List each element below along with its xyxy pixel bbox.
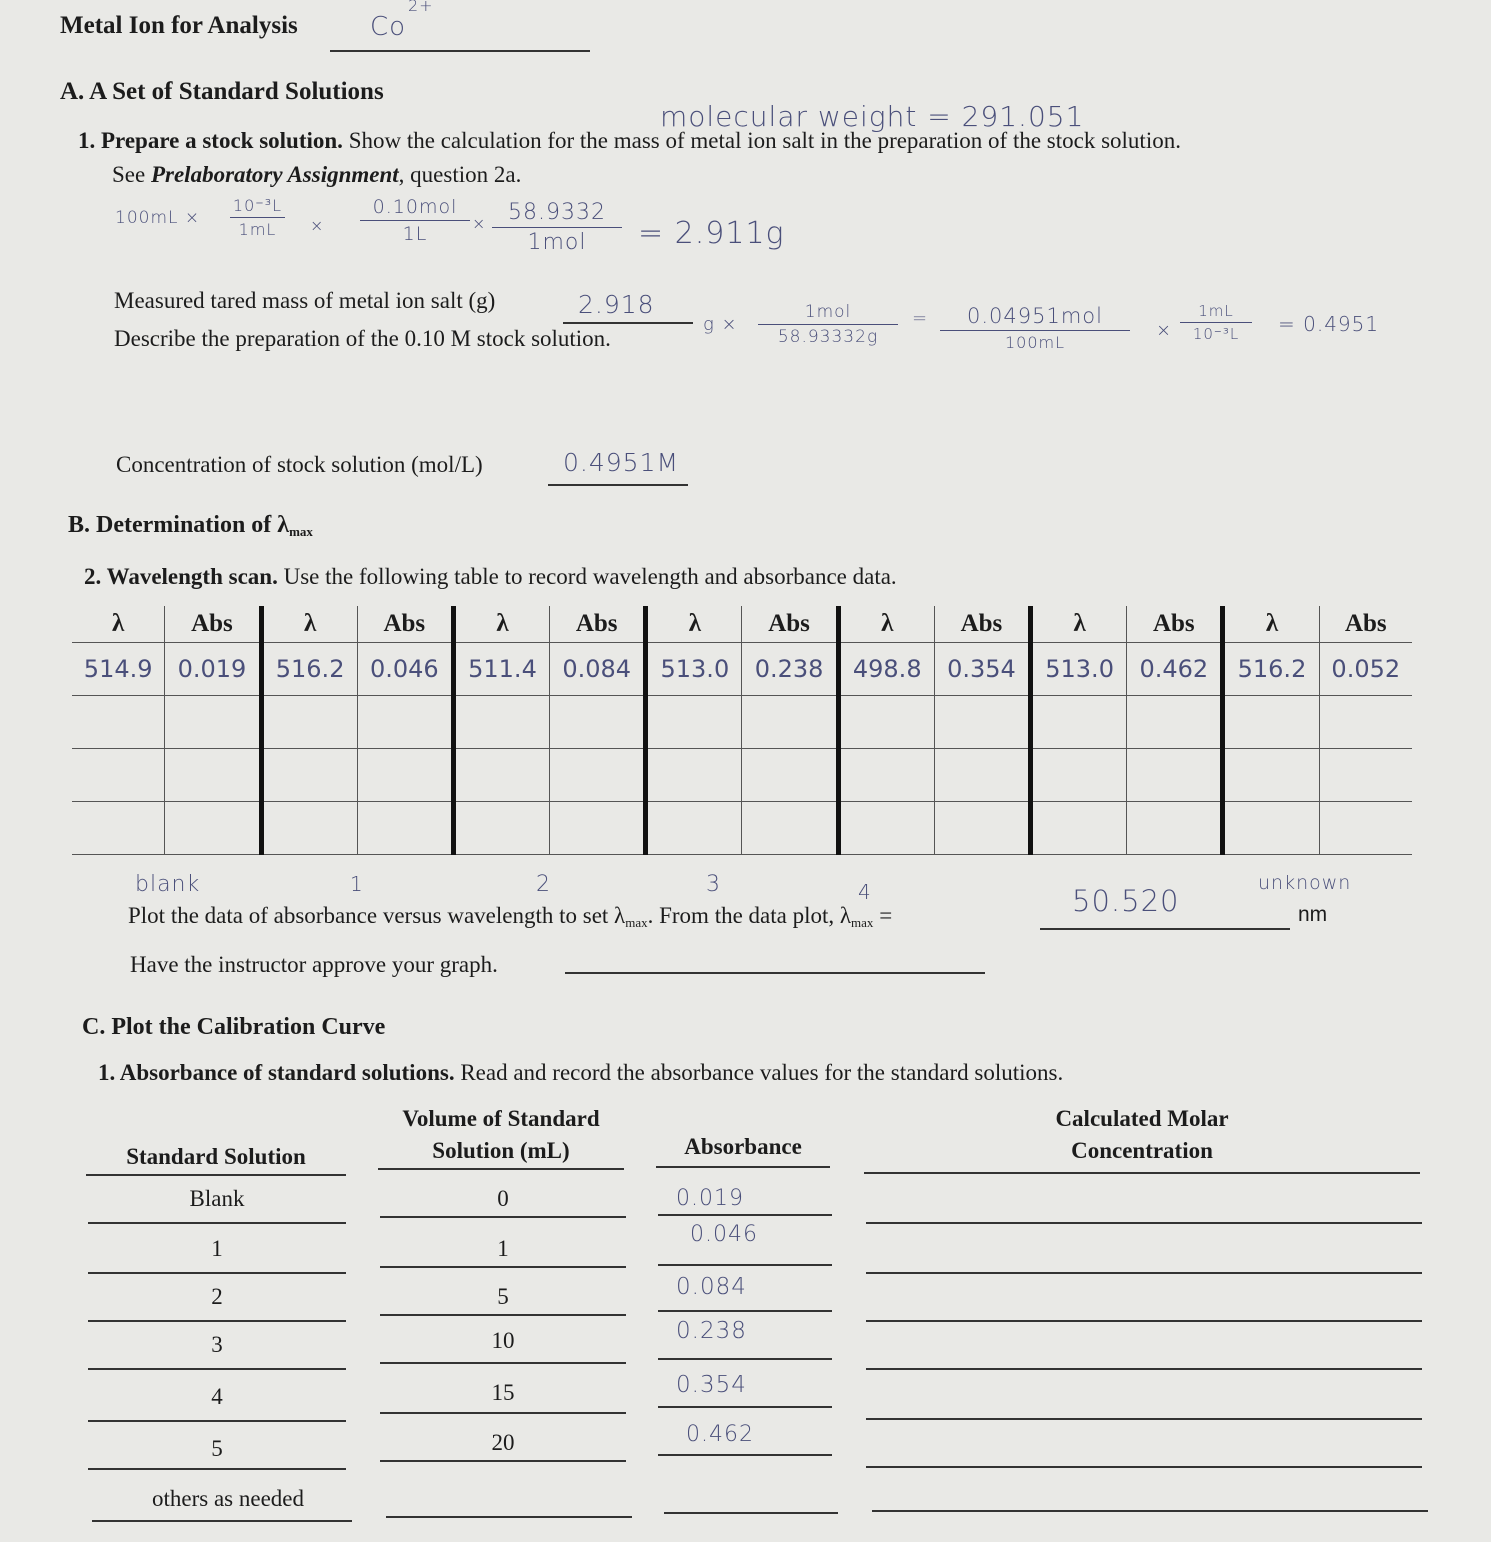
col-header-molar-line2: Concentration [1071, 1138, 1213, 1163]
table-cell[interactable] [742, 696, 838, 749]
section-b-title [68, 512, 313, 540]
calc-op2: × [472, 214, 487, 233]
row-line [380, 1362, 626, 1364]
row-line [88, 1320, 346, 1322]
wavelength-table-header [72, 606, 1412, 643]
row-line [380, 1266, 626, 1268]
table-cell[interactable]: 511.4 [453, 643, 549, 696]
calc2-fraction-1 [758, 302, 898, 347]
table-cell[interactable] [838, 749, 934, 802]
table-cell[interactable] [453, 696, 549, 749]
measured-line [563, 322, 693, 324]
table-row [72, 643, 1412, 696]
header-abs: Abs [357, 606, 453, 643]
molar-input-line[interactable] [866, 1368, 1422, 1370]
molar-input-line[interactable] [866, 1272, 1422, 1274]
table-cell[interactable] [1223, 749, 1319, 802]
calc2-f2-den: 100mL [1004, 333, 1066, 352]
table-cell[interactable]: 0.354 [934, 643, 1030, 696]
calc2-fraction-2 [940, 304, 1130, 352]
calc-fraction-2 [360, 196, 470, 245]
table-cell[interactable]: 0.462 [1127, 643, 1223, 696]
table-cell[interactable] [1319, 696, 1412, 749]
table-row [72, 696, 1412, 749]
lambda-max-line [1040, 928, 1290, 930]
row-line [88, 1222, 346, 1224]
col-header-molar-line1: Calculated Molar [1055, 1106, 1229, 1131]
section-c-item1-heading: 1. Absorbance of standard solutions. [98, 1060, 455, 1085]
table-cell[interactable] [646, 749, 742, 802]
header-underline [378, 1168, 624, 1170]
table-cell[interactable]: 0.084 [550, 643, 646, 696]
plot-instruction: Plot the data of absorbance versus wavelength to set $\lambda_{max}$. From the data plot, $\lambda_{max}$ = [128, 903, 893, 930]
header-abs: Abs [1127, 606, 1223, 643]
calc-fraction-3 [492, 200, 622, 255]
col-note-1: 1 [350, 872, 364, 896]
table-cell[interactable] [261, 749, 357, 802]
header-abs: Abs [165, 606, 261, 643]
measured-value[interactable]: 2.918 [578, 290, 655, 319]
volume-value: 1 [497, 1236, 509, 1261]
table-cell[interactable] [838, 696, 934, 749]
section-c-title: C. Plot the Calibration Curve [82, 1014, 386, 1040]
row-line [380, 1314, 626, 1316]
table-cell[interactable] [550, 802, 646, 855]
row-line [380, 1216, 626, 1218]
table-cell[interactable] [357, 802, 453, 855]
plot-text-a: Plot the data of absorbance versus wavelength to set λ [128, 903, 626, 928]
absorbance-value[interactable]: 0.354 [676, 1372, 747, 1398]
table-cell[interactable] [1031, 802, 1127, 855]
col-note-3: 3 [706, 872, 721, 897]
metal-ion-label: Metal Ion for Analysis [60, 12, 298, 39]
wavelength-table [72, 606, 1412, 855]
header-lambda: λ [72, 606, 165, 643]
calc-f1-den: 1mL [238, 220, 277, 239]
calc2-op: × [1156, 320, 1173, 341]
volume-value: 20 [491, 1430, 515, 1455]
col-note-blank: blank [135, 872, 201, 897]
table-cell[interactable] [1223, 802, 1319, 855]
col-header-absorbance: Absorbance [684, 1134, 802, 1159]
section-a-item1 [78, 128, 1181, 154]
calc-f2-den: 1L [402, 223, 428, 245]
row-line [658, 1454, 832, 1456]
absorbance-value[interactable]: 0.046 [690, 1222, 758, 1247]
item2-heading: 2. Wavelength scan. [84, 564, 278, 589]
row-line [658, 1310, 832, 1312]
item1-heading: 1. Prepare a stock solution. [78, 128, 343, 153]
table-cell[interactable] [838, 802, 934, 855]
row-line [380, 1460, 626, 1462]
table-cell[interactable] [72, 696, 165, 749]
table-row [72, 802, 1412, 855]
volume-value: 10 [491, 1328, 515, 1353]
calc2-f2-num: 0.04951mol [967, 304, 1103, 328]
item2-text: Use the following table to record wavelength and absorbance data. [277, 564, 897, 589]
item1-tail: , question 2a. [398, 162, 522, 187]
table-cell[interactable]: 513.0 [1031, 643, 1127, 696]
calc2-eq: = [912, 308, 929, 329]
header-underline [864, 1172, 1420, 1174]
section-a-item1-see [112, 162, 521, 188]
absorbance-value[interactable]: 0.462 [686, 1422, 754, 1447]
row-line [380, 1412, 626, 1414]
absorbance-value[interactable]: 0.084 [676, 1274, 747, 1300]
molecular-weight-note: molecular weight = 291.051 [660, 100, 1085, 133]
metal-ion-value[interactable]: Co [370, 12, 407, 42]
table-cell[interactable] [1127, 749, 1223, 802]
nm-unit: nm [1298, 903, 1328, 926]
calc-f3-num: 58.9332 [508, 200, 606, 225]
measured-label: Measured tared mass of metal ion salt (g) [114, 288, 496, 313]
calc2-result: = 0.4951 [1278, 312, 1380, 336]
concentration-label: Concentration of stock solution (mol/L) [116, 452, 483, 477]
header-underline [86, 1174, 346, 1176]
standard-label: 4 [211, 1384, 223, 1409]
section-a-title: A. A Set of Standard Solutions [60, 78, 384, 105]
table-row [72, 749, 1412, 802]
table-cell[interactable] [453, 749, 549, 802]
describe-label: Describe the preparation of the 0.10 M stock solution. [114, 326, 611, 351]
table-cell[interactable] [1127, 802, 1223, 855]
calc2-f3-den: 10⁻³L [1192, 325, 1240, 343]
standard-label: 5 [211, 1436, 223, 1461]
calc-op1: × [310, 216, 325, 235]
header-abs: Abs [934, 606, 1030, 643]
molar-input-line[interactable] [872, 1510, 1428, 1512]
row-line [664, 1512, 838, 1514]
table-cell[interactable]: 513.0 [646, 643, 742, 696]
table-cell[interactable] [453, 802, 549, 855]
header-lambda: λ [453, 606, 549, 643]
table-cell[interactable]: 0.052 [1319, 643, 1412, 696]
table-cell[interactable] [646, 696, 742, 749]
table-cell[interactable] [261, 696, 357, 749]
calc-result: = 2.911g [638, 216, 785, 251]
calc2-fraction-3 [1180, 302, 1252, 343]
table-cell[interactable] [742, 802, 838, 855]
molar-input-line[interactable] [866, 1466, 1422, 1468]
table-cell[interactable]: 0.238 [742, 643, 838, 696]
section-c-item1-text: Read and record the absorbance values for the standard solutions. [454, 1060, 1064, 1085]
standard-label: others as needed [152, 1486, 304, 1511]
approve-line[interactable] [565, 972, 985, 974]
table-cell[interactable] [357, 696, 453, 749]
table-cell[interactable] [1319, 802, 1412, 855]
table-cell[interactable] [261, 802, 357, 855]
molar-input-line[interactable] [866, 1418, 1422, 1420]
concentration-value[interactable]: 0.4951M [563, 448, 680, 477]
table-cell[interactable] [357, 749, 453, 802]
table-cell[interactable] [1031, 696, 1127, 749]
row-line [386, 1516, 632, 1518]
col-note-4: 4 [858, 880, 872, 904]
row-line [658, 1264, 832, 1266]
table-cell[interactable] [742, 749, 838, 802]
item1-see: See [112, 162, 151, 187]
table-cell[interactable] [165, 749, 261, 802]
section-b-item2 [84, 564, 897, 590]
standard-label: 3 [211, 1332, 223, 1357]
table-cell[interactable] [165, 696, 261, 749]
row-line [658, 1214, 832, 1216]
header-lambda: λ [646, 606, 742, 643]
table-cell[interactable]: 0.019 [165, 643, 261, 696]
row-line [88, 1272, 346, 1274]
row-line [658, 1406, 832, 1408]
approve-label: Have the instructor approve your graph. [130, 952, 498, 977]
section-b-title-sub: max [289, 524, 313, 539]
calc2-unit: g × [703, 314, 738, 335]
col-header-volume-line2: Solution (mL) [432, 1138, 570, 1163]
table-cell[interactable] [1319, 749, 1412, 802]
volume-value: 0 [497, 1186, 509, 1211]
table-cell[interactable]: 498.8 [838, 643, 934, 696]
header-lambda: λ [261, 606, 357, 643]
molar-input-line[interactable] [866, 1320, 1422, 1322]
item1-italic: Prelaboratory Assignment [150, 162, 399, 187]
section-b-title-text: B. Determination of λ [68, 512, 290, 538]
table-cell[interactable]: 0.046 [357, 643, 453, 696]
table-cell[interactable]: 516.2 [261, 643, 357, 696]
volume-value: 15 [491, 1380, 515, 1405]
header-abs: Abs [1319, 606, 1412, 643]
table-cell[interactable] [550, 696, 646, 749]
row-line [92, 1520, 352, 1522]
molar-input-line[interactable] [866, 1222, 1422, 1224]
col-header-standard: Standard Solution [126, 1144, 306, 1169]
calc-f1-num: 10⁻³L [232, 196, 283, 215]
header-abs: Abs [742, 606, 838, 643]
table-cell[interactable] [1223, 696, 1319, 749]
lambda-max-value[interactable]: 50.520 [1072, 884, 1180, 918]
table-cell[interactable] [934, 749, 1030, 802]
item1-text: Show the calculation for the mass of metal ion salt in the preparation of the stock solution. [342, 128, 1181, 153]
absorbance-value[interactable]: 0.238 [676, 1318, 747, 1344]
header-underline [656, 1166, 830, 1168]
header-lambda: λ [1031, 606, 1127, 643]
absorbance-value[interactable]: 0.019 [676, 1186, 744, 1211]
col-note-unknown: unknown [1258, 872, 1352, 894]
table-cell[interactable] [550, 749, 646, 802]
row-line [88, 1420, 346, 1422]
calc-f3-den: 1mol [527, 230, 587, 255]
table-cell[interactable] [72, 802, 165, 855]
row-line [88, 1368, 346, 1370]
table-cell[interactable] [646, 802, 742, 855]
col-header-volume-line1: Volume of Standard [402, 1106, 600, 1131]
standard-label: 1 [211, 1236, 223, 1261]
table-cell[interactable] [1031, 749, 1127, 802]
row-line [658, 1358, 832, 1360]
calc-f2-num: 0.10mol [372, 196, 458, 218]
calc-fraction-1 [230, 196, 285, 239]
calc2-f1-den: 58.93332g [777, 327, 879, 347]
concentration-line [548, 484, 688, 486]
table-cell[interactable] [72, 749, 165, 802]
calc-start: 100mL × [115, 208, 201, 228]
table-cell[interactable] [934, 802, 1030, 855]
metal-ion-line [330, 50, 590, 52]
standard-label: Blank [189, 1186, 245, 1211]
table-cell[interactable] [1127, 696, 1223, 749]
row-line [88, 1468, 346, 1470]
col-note-2: 2 [536, 872, 551, 897]
header-abs: Abs [550, 606, 646, 643]
header-lambda: λ [1223, 606, 1319, 643]
table-cell[interactable]: 516.2 [1223, 643, 1319, 696]
section-c-item1 [98, 1060, 1063, 1086]
calc2-f3-num: 1mL [1198, 302, 1234, 320]
table-cell[interactable] [934, 696, 1030, 749]
volume-value: 5 [497, 1284, 509, 1309]
plot-text-c: = [873, 903, 893, 928]
calc2-f1-num: 1mol [804, 302, 852, 322]
standard-label: 2 [211, 1284, 223, 1309]
metal-ion-charge: 2+ [408, 0, 434, 15]
plot-text-b: . From the data plot, λ [647, 903, 852, 928]
table-cell[interactable]: 514.9 [72, 643, 165, 696]
header-lambda: λ [838, 606, 934, 643]
table-cell[interactable] [165, 802, 261, 855]
